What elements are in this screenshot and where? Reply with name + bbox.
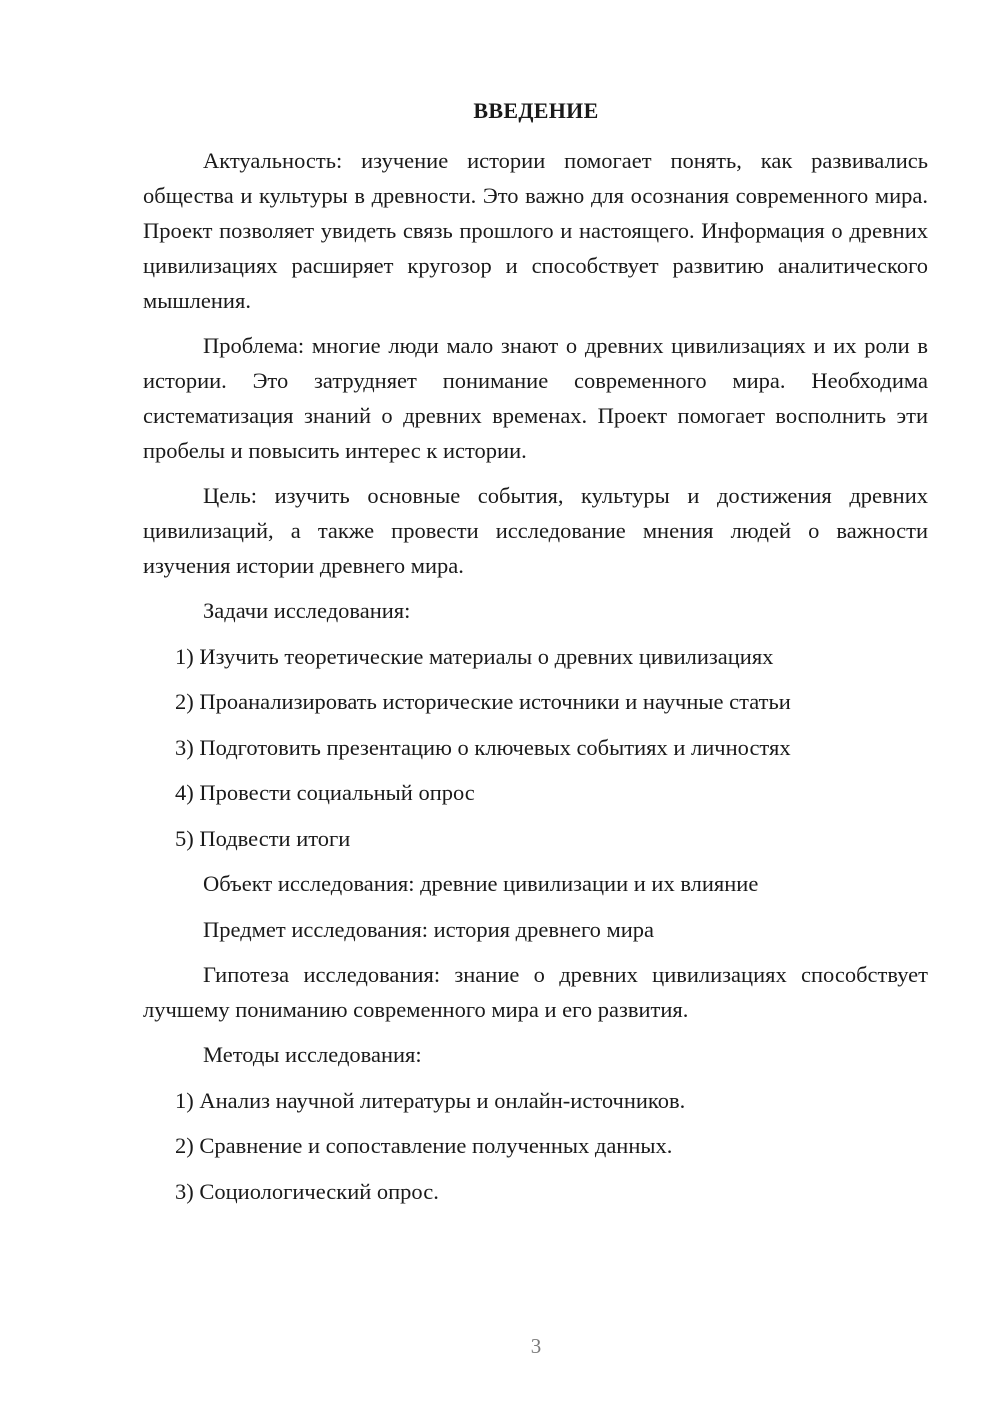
task-item: 2) Проанализировать исторические источники и научные статьи <box>175 689 791 714</box>
task-item: 1) Изучить теоретические материалы о древних цивилизациях <box>175 643 774 669</box>
task-item: 5) Подвести итоги <box>175 825 351 851</box>
page-number: 3 <box>530 1334 542 1358</box>
hypothesis-paragraph: Гипотеза исследования: знание о древних цивилизациях способствует лучшему пониманию современного мира и его развития. <box>143 962 928 1022</box>
relevance-paragraph: Актуальность: изучение истории помогает понять, как развивались общества и культуры в древности. Это важно для осознания современного мира. Проект позволяет увидеть связь прошлого и настоящего. Информация о древних цивилизациях расширяет кругозор и способствует развитию аналитического мышления. <box>143 148 928 313</box>
methods-list <box>143 1083 928 1209</box>
method-item: 3) Социологический опрос. <box>175 1178 439 1204</box>
task-item: 4) Провести социальный опрос <box>175 780 475 805</box>
task-item: 3) Подготовить презентацию о ключевых событиях и личностях <box>175 734 791 760</box>
methods-heading: Методы исследования: <box>203 1042 422 1067</box>
problem-paragraph: Проблема: многие люди мало знают о древних цивилизациях и их роли в истории. Это затрудняет понимание современного мира. Необходима систематизация знаний о древних временах. Проект помогает восполнить эти пробелы и повысить интерес к истории. <box>143 333 928 463</box>
document-body <box>143 143 928 1219</box>
tasks-heading: Задачи исследования: <box>203 598 411 623</box>
research-subject: Предмет исследования: история древнего мира <box>203 916 655 942</box>
goal-paragraph: Цель: изучить основные события, культуры и достижения древних цивилизаций, а также провести исследование мнения людей о важности изучения истории древнего мира. <box>143 483 928 578</box>
page-title: ВВЕДЕНИЕ <box>473 98 599 123</box>
tasks-list <box>143 639 928 856</box>
method-item: 1) Анализ научной литературы и онлайн-источников. <box>175 1087 686 1113</box>
method-item: 2) Сравнение и сопоставление полученных данных. <box>175 1133 673 1158</box>
research-object: Объект исследования: древние цивилизации и их влияние <box>203 871 759 896</box>
